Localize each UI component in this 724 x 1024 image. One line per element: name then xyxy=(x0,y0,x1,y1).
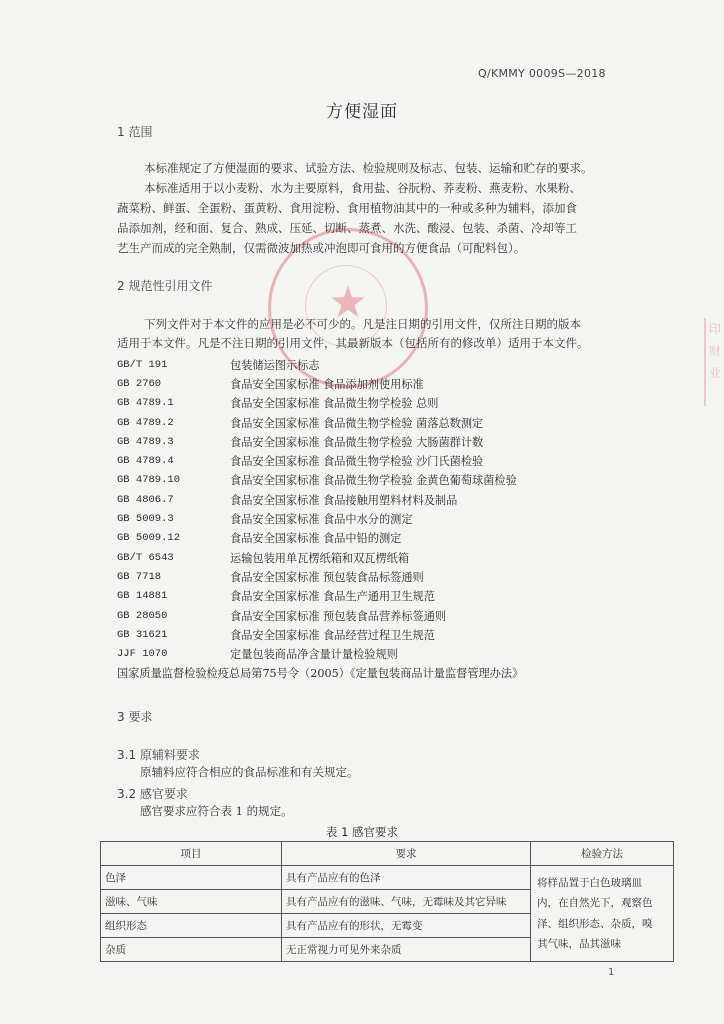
reference-decree: 国家质量监督检验检疫总局第75号令（2005）《定量包装商品计量监督管理办法》 xyxy=(117,667,524,681)
reference-code: GB 4789.1 xyxy=(117,397,174,410)
reference-code: GB 4789.10 xyxy=(117,474,181,487)
reference-code: GB 14881 xyxy=(117,590,168,603)
reference-code: GB 5009.12 xyxy=(117,532,181,545)
reference-code: GB 2760 xyxy=(117,377,162,390)
reference-row xyxy=(117,471,637,490)
reference-code: GB 4806.7 xyxy=(117,493,174,506)
page-number: 1 xyxy=(608,967,615,978)
reference-code: GB/T 6543 xyxy=(117,551,174,564)
reference-title: 定量包装商品净含量计量检验规则 xyxy=(230,648,398,662)
section-1-paragraph-2-line-4: 艺生产而成的完全熟制，仅需微波加热或冲泡即可食用的方便食品（可配料包）。 xyxy=(117,241,526,255)
reference-code: GB/T 191 xyxy=(117,358,168,371)
reference-row xyxy=(117,451,637,470)
method-line: 其气味，品其滋味 xyxy=(537,938,621,950)
section-3-heading: 3 要求 xyxy=(117,710,153,724)
section-1-paragraph-1: 本标准规定了方便湿面的要求、试验方法、检验规则及标志、包装、运输和贮存的要求。 xyxy=(144,161,593,175)
item-cell: 杂质 xyxy=(101,938,282,962)
item-cell: 色泽 xyxy=(101,866,282,890)
method-line: 内，在自然光下，观察色 xyxy=(537,897,653,909)
reference-row xyxy=(117,394,637,413)
section-1-paragraph-2-line-2: 蔬菜粉、鲜蛋、全蛋粉、蛋黄粉、食用淀粉、食用植物油其中的一种或多种为辅料，添加食 xyxy=(117,201,577,215)
method-line: 泽、组织形态、杂质，嗅 xyxy=(537,917,653,930)
method-line: 将样品置于白色玻璃皿 xyxy=(537,876,642,889)
reference-title: 食品安全国家标准 食品微生物学检验 大肠菌群计数 xyxy=(230,435,484,449)
table-row xyxy=(101,866,674,890)
reference-title: 食品安全国家标准 食品中水分的测定 xyxy=(230,513,413,527)
reference-code: GB 31621 xyxy=(117,628,168,641)
reference-title: 食品安全国家标准 食品中铅的测定 xyxy=(230,532,402,546)
reference-row xyxy=(117,355,637,374)
subsection-3-2-heading: 3.2 感官要求 xyxy=(117,787,188,801)
reference-code: GB 4789.3 xyxy=(117,435,174,448)
section-1-heading: 1 范围 xyxy=(117,125,153,139)
reference-row xyxy=(117,548,637,567)
reference-code: GB 4789.2 xyxy=(117,416,174,429)
section-1-paragraph-2-line-3: 品添加剂，经和面、复合、熟成、压延、切断、蒸煮、水洗、酸浸、包装、杀菌、冷却等工 xyxy=(117,221,577,235)
reference-row xyxy=(117,374,637,393)
section-2-intro-line-1: 下列文件对于本文件的应用是必不可少的。凡是注日期的引用文件，仅所注日期的版本 xyxy=(144,317,581,331)
sensory-requirements-table xyxy=(100,841,674,962)
method-cell xyxy=(531,866,674,962)
side-seal-fragment: 印 财 业 xyxy=(704,318,724,406)
reference-title: 包装储运图示标志 xyxy=(230,358,320,372)
reference-title: 食品安全国家标准 食品经营过程卫生规范 xyxy=(230,628,435,642)
reference-title: 食品安全国家标准 食品接触用塑料材料及制品 xyxy=(230,493,458,507)
requirement-cell: 具有产品应有的形状，无霉变 xyxy=(282,914,531,938)
column-header-item: 项目 xyxy=(101,842,282,866)
subsection-3-2-text: 感官要求应符合表 1 的规定。 xyxy=(140,804,293,818)
reference-row xyxy=(117,644,637,663)
reference-row xyxy=(117,509,637,528)
reference-row xyxy=(117,606,637,625)
reference-code: GB 4789.4 xyxy=(117,455,174,468)
reference-row xyxy=(117,490,637,509)
section-1-paragraph-2-line-1: 本标准适用于以小麦粉、水为主要原料，食用盐、谷朊粉、荞麦粉、燕麦粉、水果粉、 xyxy=(144,181,581,195)
reference-title: 食品安全国家标准 预包装食品营养标签通则 xyxy=(230,609,447,623)
item-cell: 组织形态 xyxy=(101,914,282,938)
reference-row xyxy=(117,567,637,586)
reference-code: GB 7718 xyxy=(117,570,162,583)
reference-title: 食品安全国家标准 食品微生物学检验 金黄色葡萄球菌检验 xyxy=(230,474,517,488)
reference-title: 运输包装用单瓦楞纸箱和双瓦楞纸箱 xyxy=(230,551,410,565)
reference-title: 食品安全国家标准 食品微生物学检验 沙门氏菌检验 xyxy=(230,455,484,469)
requirement-cell: 具有产品应有的色泽 xyxy=(282,866,531,890)
requirement-cell: 具有产品应有的滋味、气味，无霉味及其它异味 xyxy=(282,890,531,914)
table-caption: 表 1 感官要求 xyxy=(325,825,399,839)
reference-code: GB 28050 xyxy=(117,609,168,622)
item-cell: 滋味、气味 xyxy=(101,890,282,914)
reference-row xyxy=(117,587,637,606)
reference-row xyxy=(117,413,637,432)
reference-row xyxy=(117,432,637,451)
table-header-row xyxy=(101,842,674,866)
reference-list xyxy=(117,355,637,683)
reference-title: 食品安全国家标准 食品微生物学检验 菌落总数测定 xyxy=(230,416,484,430)
subsection-3-1-text: 原辅料应符合相应的食品标准和有关规定。 xyxy=(140,765,359,779)
reference-title: 食品安全国家标准 食品添加剂使用标准 xyxy=(230,377,424,391)
column-header-requirement: 要求 xyxy=(282,842,531,866)
reference-title: 食品安全国家标准 预包装食品标签通则 xyxy=(230,570,424,584)
reference-title: 食品安全国家标准 食品生产通用卫生规范 xyxy=(230,590,435,604)
seal-star-icon: ★ xyxy=(328,277,368,328)
column-header-method: 检验方法 xyxy=(531,842,674,866)
document-code: Q/KMMY 0009S—2018 xyxy=(478,67,606,80)
page-title: 方便湿面 xyxy=(326,102,398,122)
requirement-cell: 无正常视力可见外来杂质 xyxy=(282,938,531,962)
reference-row xyxy=(117,625,637,644)
section-2-heading: 2 规范性引用文件 xyxy=(117,279,213,293)
reference-code: JJF 1070 xyxy=(117,648,168,661)
reference-title: 食品安全国家标准 食品微生物学检验 总则 xyxy=(230,397,439,411)
section-2-intro-line-2: 适用于本文件。凡是不注日期的引用文件，其最新版本（包括所有的修改单）适用于本文件。 xyxy=(117,336,589,350)
reference-code: GB 5009.3 xyxy=(117,513,174,526)
reference-row xyxy=(117,529,637,548)
subsection-3-1-heading: 3.1 原辅料要求 xyxy=(117,748,200,762)
